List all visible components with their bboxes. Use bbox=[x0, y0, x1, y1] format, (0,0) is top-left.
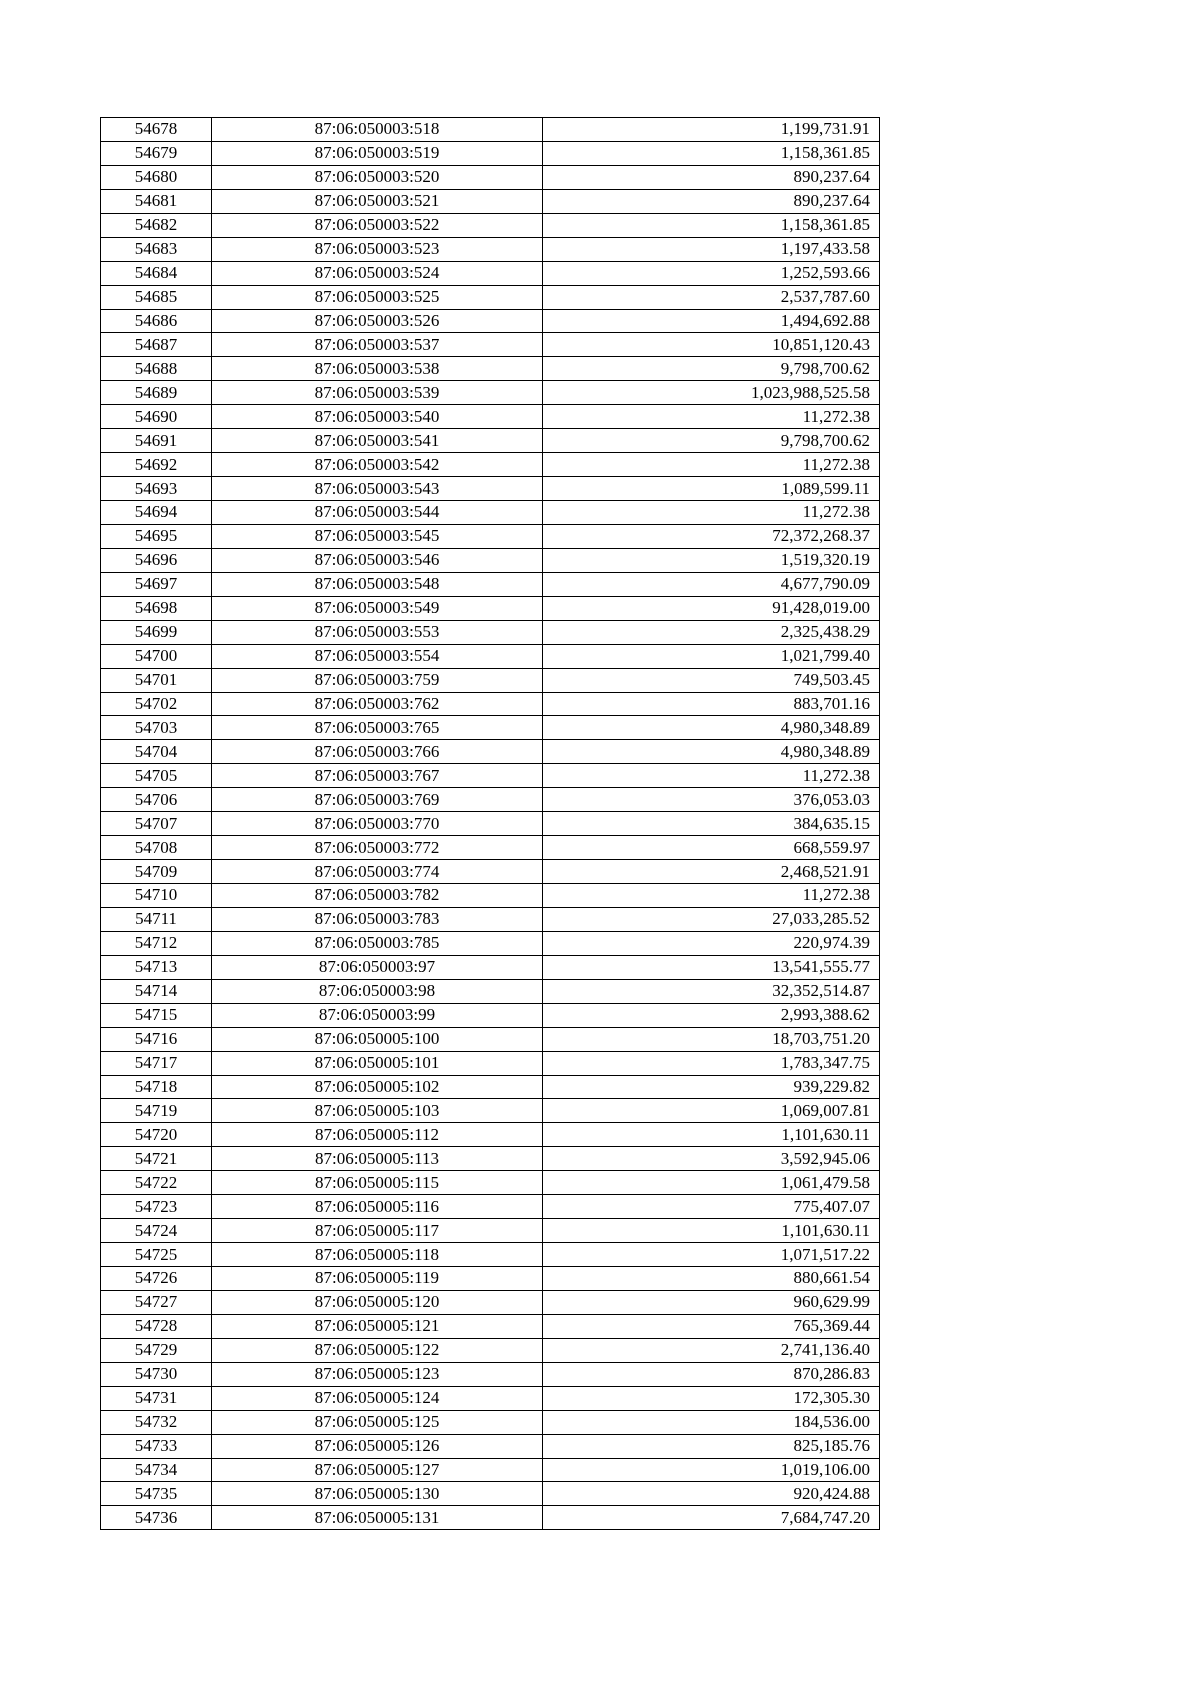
cadastral-value-cell: 890,237.64 bbox=[543, 189, 880, 213]
cadastral-value-cell: 775,407.07 bbox=[543, 1195, 880, 1219]
cadastral-value-cell: 870,286.83 bbox=[543, 1362, 880, 1386]
cadastral-value-cell: 1,019,106.00 bbox=[543, 1458, 880, 1482]
table-row bbox=[101, 1290, 880, 1314]
table-row bbox=[101, 979, 880, 1003]
cadastral-number-cell: 87:06:050005:126 bbox=[212, 1434, 543, 1458]
row-number-cell: 54716 bbox=[101, 1027, 212, 1051]
row-number-cell: 54733 bbox=[101, 1434, 212, 1458]
cadastral-number-cell: 87:06:050003:543 bbox=[212, 477, 543, 501]
cadastral-value-cell: 1,519,320.19 bbox=[543, 548, 880, 572]
table-row bbox=[101, 692, 880, 716]
table-row bbox=[101, 572, 880, 596]
row-number-cell: 54685 bbox=[101, 285, 212, 309]
cadastral-number-cell: 87:06:050003:544 bbox=[212, 501, 543, 525]
row-number-cell: 54697 bbox=[101, 572, 212, 596]
table-row bbox=[101, 118, 880, 142]
table-row bbox=[101, 285, 880, 309]
row-number-cell: 54687 bbox=[101, 333, 212, 357]
table-row bbox=[101, 453, 880, 477]
cadastral-number-cell: 87:06:050005:113 bbox=[212, 1147, 543, 1171]
row-number-cell: 54700 bbox=[101, 644, 212, 668]
row-number-cell: 54688 bbox=[101, 357, 212, 381]
cadastral-value-cell: 4,980,348.89 bbox=[543, 740, 880, 764]
table-row bbox=[101, 477, 880, 501]
cadastral-value-cell: 668,559.97 bbox=[543, 836, 880, 860]
cadastral-number-cell: 87:06:050003:765 bbox=[212, 716, 543, 740]
cadastral-value-table bbox=[100, 117, 880, 1530]
table-row bbox=[101, 1386, 880, 1410]
row-number-cell: 54727 bbox=[101, 1290, 212, 1314]
cadastral-value-cell: 4,980,348.89 bbox=[543, 716, 880, 740]
cadastral-number-cell: 87:06:050005:127 bbox=[212, 1458, 543, 1482]
cadastral-number-cell: 87:06:050005:125 bbox=[212, 1410, 543, 1434]
row-number-cell: 54713 bbox=[101, 955, 212, 979]
cadastral-number-cell: 87:06:050003:553 bbox=[212, 620, 543, 644]
table-row bbox=[101, 620, 880, 644]
cadastral-value-cell: 825,185.76 bbox=[543, 1434, 880, 1458]
row-number-cell: 54725 bbox=[101, 1243, 212, 1267]
table-row bbox=[101, 1506, 880, 1530]
row-number-cell: 54686 bbox=[101, 309, 212, 333]
table-row bbox=[101, 1123, 880, 1147]
table-row bbox=[101, 884, 880, 908]
cadastral-number-cell: 87:06:050003:540 bbox=[212, 405, 543, 429]
table-row bbox=[101, 1171, 880, 1195]
cadastral-number-cell: 87:06:050003:759 bbox=[212, 668, 543, 692]
cadastral-value-cell: 2,537,787.60 bbox=[543, 285, 880, 309]
cadastral-value-cell: 883,701.16 bbox=[543, 692, 880, 716]
cadastral-value-cell: 1,101,630.11 bbox=[543, 1123, 880, 1147]
row-number-cell: 54703 bbox=[101, 716, 212, 740]
cadastral-number-cell: 87:06:050003:785 bbox=[212, 931, 543, 955]
row-number-cell: 54712 bbox=[101, 931, 212, 955]
table-row bbox=[101, 524, 880, 548]
cadastral-value-cell: 1,783,347.75 bbox=[543, 1051, 880, 1075]
cadastral-number-cell: 87:06:050005:112 bbox=[212, 1123, 543, 1147]
row-number-cell: 54696 bbox=[101, 548, 212, 572]
row-number-cell: 54708 bbox=[101, 836, 212, 860]
table-row bbox=[101, 836, 880, 860]
row-number-cell: 54704 bbox=[101, 740, 212, 764]
cadastral-number-cell: 87:06:050003:523 bbox=[212, 237, 543, 261]
cadastral-value-cell: 72,372,268.37 bbox=[543, 524, 880, 548]
table-row bbox=[101, 1003, 880, 1027]
table-row bbox=[101, 788, 880, 812]
cadastral-number-cell: 87:06:050005:117 bbox=[212, 1219, 543, 1243]
cadastral-number-cell: 87:06:050003:541 bbox=[212, 429, 543, 453]
table-row bbox=[101, 1195, 880, 1219]
cadastral-number-cell: 87:06:050003:97 bbox=[212, 955, 543, 979]
row-number-cell: 54699 bbox=[101, 620, 212, 644]
row-number-cell: 54719 bbox=[101, 1099, 212, 1123]
row-number-cell: 54681 bbox=[101, 189, 212, 213]
cadastral-value-cell: 13,541,555.77 bbox=[543, 955, 880, 979]
row-number-cell: 54728 bbox=[101, 1314, 212, 1338]
table-row bbox=[101, 1219, 880, 1243]
cadastral-number-cell: 87:06:050003:548 bbox=[212, 572, 543, 596]
cadastral-value-cell: 11,272.38 bbox=[543, 405, 880, 429]
cadastral-value-cell: 1,252,593.66 bbox=[543, 261, 880, 285]
cadastral-value-cell: 11,272.38 bbox=[543, 884, 880, 908]
row-number-cell: 54722 bbox=[101, 1171, 212, 1195]
row-number-cell: 54729 bbox=[101, 1338, 212, 1362]
row-number-cell: 54723 bbox=[101, 1195, 212, 1219]
cadastral-number-cell: 87:06:050003:98 bbox=[212, 979, 543, 1003]
table-row bbox=[101, 1267, 880, 1291]
row-number-cell: 54726 bbox=[101, 1267, 212, 1291]
cadastral-number-cell: 87:06:050003:783 bbox=[212, 907, 543, 931]
row-number-cell: 54710 bbox=[101, 884, 212, 908]
row-number-cell: 54721 bbox=[101, 1147, 212, 1171]
cadastral-number-cell: 87:06:050003:762 bbox=[212, 692, 543, 716]
cadastral-number-cell: 87:06:050005:101 bbox=[212, 1051, 543, 1075]
table-row bbox=[101, 261, 880, 285]
cadastral-value-cell: 18,703,751.20 bbox=[543, 1027, 880, 1051]
cadastral-value-cell: 1,021,799.40 bbox=[543, 644, 880, 668]
table-row bbox=[101, 548, 880, 572]
row-number-cell: 54735 bbox=[101, 1482, 212, 1506]
cadastral-value-cell: 91,428,019.00 bbox=[543, 596, 880, 620]
row-number-cell: 54679 bbox=[101, 141, 212, 165]
cadastral-number-cell: 87:06:050003:766 bbox=[212, 740, 543, 764]
cadastral-number-cell: 87:06:050005:121 bbox=[212, 1314, 543, 1338]
cadastral-number-cell: 87:06:050005:100 bbox=[212, 1027, 543, 1051]
row-number-cell: 54692 bbox=[101, 453, 212, 477]
cadastral-value-cell: 172,305.30 bbox=[543, 1386, 880, 1410]
table-row bbox=[101, 1051, 880, 1075]
table-row bbox=[101, 381, 880, 405]
table-row bbox=[101, 357, 880, 381]
table-row bbox=[101, 644, 880, 668]
cadastral-value-cell: 27,033,285.52 bbox=[543, 907, 880, 931]
row-number-cell: 54680 bbox=[101, 165, 212, 189]
table-row bbox=[101, 716, 880, 740]
table-row bbox=[101, 1482, 880, 1506]
cadastral-value-cell: 4,677,790.09 bbox=[543, 572, 880, 596]
cadastral-value-cell: 1,069,007.81 bbox=[543, 1099, 880, 1123]
cadastral-number-cell: 87:06:050005:116 bbox=[212, 1195, 543, 1219]
row-number-cell: 54690 bbox=[101, 405, 212, 429]
table-row bbox=[101, 1338, 880, 1362]
table-row bbox=[101, 405, 880, 429]
table-row bbox=[101, 860, 880, 884]
row-number-cell: 54691 bbox=[101, 429, 212, 453]
table-row bbox=[101, 907, 880, 931]
cadastral-number-cell: 87:06:050005:102 bbox=[212, 1075, 543, 1099]
table-row bbox=[101, 596, 880, 620]
table-row bbox=[101, 1075, 880, 1099]
row-number-cell: 54705 bbox=[101, 764, 212, 788]
cadastral-value-cell: 11,272.38 bbox=[543, 453, 880, 477]
cadastral-number-cell: 87:06:050005:118 bbox=[212, 1243, 543, 1267]
table-row bbox=[101, 931, 880, 955]
table-row bbox=[101, 764, 880, 788]
row-number-cell: 54715 bbox=[101, 1003, 212, 1027]
table-row bbox=[101, 740, 880, 764]
cadastral-value-cell: 184,536.00 bbox=[543, 1410, 880, 1434]
cadastral-number-cell: 87:06:050005:103 bbox=[212, 1099, 543, 1123]
row-number-cell: 54734 bbox=[101, 1458, 212, 1482]
cadastral-value-cell: 220,974.39 bbox=[543, 931, 880, 955]
row-number-cell: 54736 bbox=[101, 1506, 212, 1530]
row-number-cell: 54730 bbox=[101, 1362, 212, 1386]
table-row bbox=[101, 1434, 880, 1458]
row-number-cell: 54732 bbox=[101, 1410, 212, 1434]
cadastral-number-cell: 87:06:050005:131 bbox=[212, 1506, 543, 1530]
table-row bbox=[101, 501, 880, 525]
cadastral-number-cell: 87:06:050003:782 bbox=[212, 884, 543, 908]
cadastral-value-cell: 11,272.38 bbox=[543, 764, 880, 788]
table-row bbox=[101, 429, 880, 453]
cadastral-number-cell: 87:06:050003:770 bbox=[212, 812, 543, 836]
cadastral-value-cell: 1,197,433.58 bbox=[543, 237, 880, 261]
cadastral-number-cell: 87:06:050003:539 bbox=[212, 381, 543, 405]
cadastral-number-cell: 87:06:050003:767 bbox=[212, 764, 543, 788]
table-row bbox=[101, 1147, 880, 1171]
cadastral-value-cell: 890,237.64 bbox=[543, 165, 880, 189]
cadastral-value-cell: 1,199,731.91 bbox=[543, 118, 880, 142]
cadastral-value-cell: 1,158,361.85 bbox=[543, 141, 880, 165]
cadastral-value-cell: 9,798,700.62 bbox=[543, 429, 880, 453]
table-row bbox=[101, 1362, 880, 1386]
cadastral-number-cell: 87:06:050005:119 bbox=[212, 1267, 543, 1291]
cadastral-number-cell: 87:06:050005:120 bbox=[212, 1290, 543, 1314]
cadastral-value-cell: 1,071,517.22 bbox=[543, 1243, 880, 1267]
cadastral-value-cell: 1,101,630.11 bbox=[543, 1219, 880, 1243]
cadastral-number-cell: 87:06:050003:520 bbox=[212, 165, 543, 189]
row-number-cell: 54707 bbox=[101, 812, 212, 836]
row-number-cell: 54683 bbox=[101, 237, 212, 261]
cadastral-number-cell: 87:06:050005:123 bbox=[212, 1362, 543, 1386]
row-number-cell: 54684 bbox=[101, 261, 212, 285]
cadastral-number-cell: 87:06:050003:518 bbox=[212, 118, 543, 142]
cadastral-number-cell: 87:06:050003:542 bbox=[212, 453, 543, 477]
cadastral-value-cell: 1,061,479.58 bbox=[543, 1171, 880, 1195]
cadastral-value-cell: 1,023,988,525.58 bbox=[543, 381, 880, 405]
row-number-cell: 54711 bbox=[101, 907, 212, 931]
cadastral-value-cell: 376,053.03 bbox=[543, 788, 880, 812]
table-row bbox=[101, 1027, 880, 1051]
row-number-cell: 54714 bbox=[101, 979, 212, 1003]
cadastral-number-cell: 87:06:050005:130 bbox=[212, 1482, 543, 1506]
row-number-cell: 54698 bbox=[101, 596, 212, 620]
cadastral-number-cell: 87:06:050003:522 bbox=[212, 213, 543, 237]
cadastral-number-cell: 87:06:050005:115 bbox=[212, 1171, 543, 1195]
table-body bbox=[101, 118, 880, 1530]
table-row bbox=[101, 1099, 880, 1123]
cadastral-value-cell: 7,684,747.20 bbox=[543, 1506, 880, 1530]
row-number-cell: 54682 bbox=[101, 213, 212, 237]
cadastral-value-cell: 960,629.99 bbox=[543, 1290, 880, 1314]
cadastral-value-cell: 1,089,599.11 bbox=[543, 477, 880, 501]
cadastral-number-cell: 87:06:050005:122 bbox=[212, 1338, 543, 1362]
table-row bbox=[101, 1243, 880, 1267]
cadastral-number-cell: 87:06:050003:99 bbox=[212, 1003, 543, 1027]
cadastral-number-cell: 87:06:050003:519 bbox=[212, 141, 543, 165]
row-number-cell: 54706 bbox=[101, 788, 212, 812]
cadastral-value-cell: 749,503.45 bbox=[543, 668, 880, 692]
row-number-cell: 54689 bbox=[101, 381, 212, 405]
cadastral-number-cell: 87:06:050003:524 bbox=[212, 261, 543, 285]
cadastral-number-cell: 87:06:050003:537 bbox=[212, 333, 543, 357]
row-number-cell: 54695 bbox=[101, 524, 212, 548]
cadastral-number-cell: 87:06:050003:774 bbox=[212, 860, 543, 884]
cadastral-value-cell: 9,798,700.62 bbox=[543, 357, 880, 381]
cadastral-value-cell: 384,635.15 bbox=[543, 812, 880, 836]
cadastral-number-cell: 87:06:050005:124 bbox=[212, 1386, 543, 1410]
cadastral-value-cell: 765,369.44 bbox=[543, 1314, 880, 1338]
table-row bbox=[101, 812, 880, 836]
cadastral-value-cell: 11,272.38 bbox=[543, 501, 880, 525]
cadastral-number-cell: 87:06:050003:772 bbox=[212, 836, 543, 860]
table-row bbox=[101, 189, 880, 213]
cadastral-value-cell: 2,741,136.40 bbox=[543, 1338, 880, 1362]
row-number-cell: 54709 bbox=[101, 860, 212, 884]
cadastral-number-cell: 87:06:050003:769 bbox=[212, 788, 543, 812]
row-number-cell: 54717 bbox=[101, 1051, 212, 1075]
cadastral-number-cell: 87:06:050003:525 bbox=[212, 285, 543, 309]
table-row bbox=[101, 1410, 880, 1434]
cadastral-value-cell: 2,993,388.62 bbox=[543, 1003, 880, 1027]
cadastral-value-cell: 920,424.88 bbox=[543, 1482, 880, 1506]
table-row bbox=[101, 955, 880, 979]
cadastral-value-cell: 1,494,692.88 bbox=[543, 309, 880, 333]
cadastral-number-cell: 87:06:050003:521 bbox=[212, 189, 543, 213]
cadastral-number-cell: 87:06:050003:546 bbox=[212, 548, 543, 572]
table-row bbox=[101, 141, 880, 165]
cadastral-value-cell: 2,325,438.29 bbox=[543, 620, 880, 644]
row-number-cell: 54702 bbox=[101, 692, 212, 716]
cadastral-value-cell: 10,851,120.43 bbox=[543, 333, 880, 357]
cadastral-value-cell: 939,229.82 bbox=[543, 1075, 880, 1099]
table-row bbox=[101, 333, 880, 357]
table-row bbox=[101, 165, 880, 189]
cadastral-number-cell: 87:06:050003:545 bbox=[212, 524, 543, 548]
row-number-cell: 54718 bbox=[101, 1075, 212, 1099]
row-number-cell: 54724 bbox=[101, 1219, 212, 1243]
row-number-cell: 54693 bbox=[101, 477, 212, 501]
cadastral-number-cell: 87:06:050003:526 bbox=[212, 309, 543, 333]
row-number-cell: 54678 bbox=[101, 118, 212, 142]
cadastral-value-cell: 3,592,945.06 bbox=[543, 1147, 880, 1171]
cadastral-value-cell: 2,468,521.91 bbox=[543, 860, 880, 884]
cadastral-number-cell: 87:06:050003:554 bbox=[212, 644, 543, 668]
cadastral-number-cell: 87:06:050003:549 bbox=[212, 596, 543, 620]
row-number-cell: 54701 bbox=[101, 668, 212, 692]
table-row bbox=[101, 1314, 880, 1338]
row-number-cell: 54694 bbox=[101, 501, 212, 525]
cadastral-number-cell: 87:06:050003:538 bbox=[212, 357, 543, 381]
row-number-cell: 54731 bbox=[101, 1386, 212, 1410]
table-row bbox=[101, 1458, 880, 1482]
table-row bbox=[101, 309, 880, 333]
row-number-cell: 54720 bbox=[101, 1123, 212, 1147]
table-row bbox=[101, 237, 880, 261]
cadastral-value-cell: 880,661.54 bbox=[543, 1267, 880, 1291]
table-row bbox=[101, 668, 880, 692]
table-row bbox=[101, 213, 880, 237]
cadastral-value-cell: 1,158,361.85 bbox=[543, 213, 880, 237]
cadastral-value-cell: 32,352,514.87 bbox=[543, 979, 880, 1003]
